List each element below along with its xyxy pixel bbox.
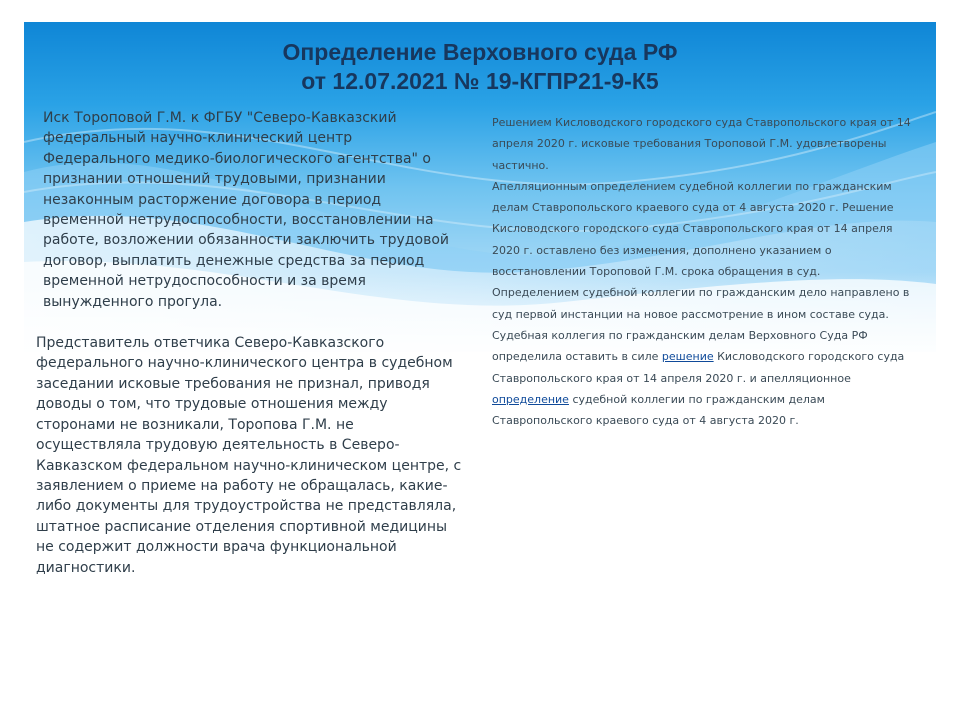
right-column — [482, 112, 922, 431]
title-line-1: Определение Верховного суда РФ — [282, 39, 678, 65]
final-text-part-2: Кисловодского городского суда Ставропольского края от 14 апреля 2020 г. и апелляционное — [492, 350, 905, 385]
title-line-2: от 12.07.2021 № 19-КГПР21-9-К5 — [301, 68, 659, 94]
defendant-paragraph: Представитель ответчика Северо-Кавказского федерального научно-клинического центра в судебном заседании исковые требования не признал, приводя доводы о том, что трудовые отношения между сторонами не возникали, Торопова Г.М. не осуществляла трудовую деятельность в Северо-Кавказском федеральном научно-клиническом центре, с заявлением о приеме на работу не обращалась, какие-либо документы для трудоустройства не представляла, штатное расписание отделения спортивной медицины не содержит должности врача функциональной диагностики. — [36, 335, 462, 576]
cassation-paragraph: Определением судебной коллегии по гражданским дело направлено в суд первой инстанции на новое рассмотрение в ином составе суда. — [492, 286, 910, 321]
supreme-court-paragraph — [482, 325, 922, 431]
left-column — [36, 108, 462, 599]
appeal-paragraph: Апелляционным определением судебной коллегии по гражданским делам Ставропольского краевого суда от 4 августа 2020 г. Решение Кисловодского городского суда Ставропольского края от 14 апреля 2020 г. оставлено без изменения, дополнено указанием о восстановлении Тороповой Г.М. срока обращения в суд. — [492, 179, 894, 279]
final-text-part-1: Судебная коллегия по гражданским делам Верховного Суда РФ определила оставить в силе — [492, 328, 868, 364]
first-instance-paragraph: Решением Кисловодского городского суда Ставропольского края от 14 апреля 2020 г. исковые требования Тороповой Г.М. удовлетворены частично. — [492, 116, 911, 172]
ruling-link[interactable]: определение — [492, 392, 569, 406]
decision-link[interactable]: решение — [661, 350, 714, 364]
page-title — [24, 38, 936, 96]
claim-paragraph: Иск Тороповой Г.М. к ФГБУ "Северо-Кавказский федеральный научно-клинический центр Федерального медико-биологического агентства" о признании отношений трудовыми, признании незаконным расторжение договора в период временной нетрудоспособности, восстановлении на работе, возложении обязанности заключить трудовой договор, выплатить денежные средства за период временной нетрудоспособности и за время вынужденного прогула. — [43, 110, 449, 310]
final-text-part-3: судебной коллегии по гражданским делам Ставропольского краевого суда от 4 августа 2020 г. — [492, 392, 825, 428]
